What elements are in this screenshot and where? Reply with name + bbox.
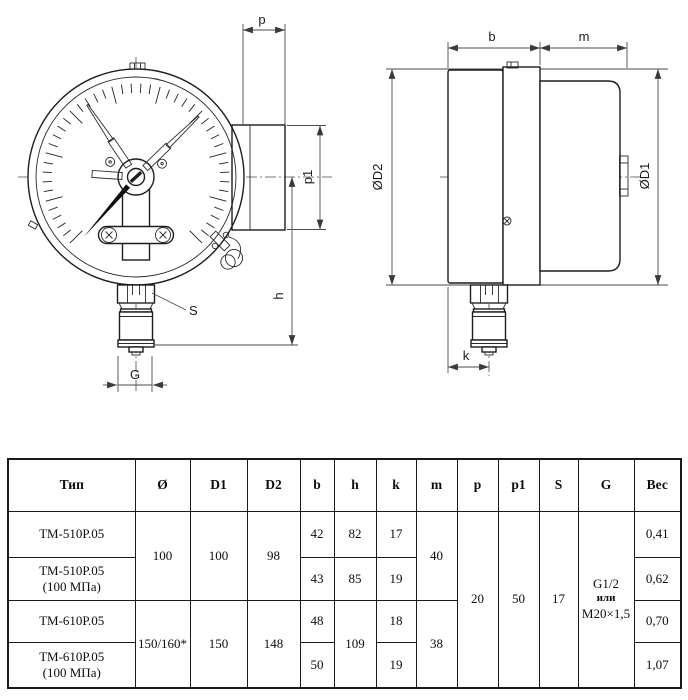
cell-k: 17: [376, 511, 416, 557]
rear-knob: [620, 156, 629, 196]
col-header-s: S: [539, 459, 578, 511]
cell-d1: 150: [190, 600, 247, 688]
cell-d2: 98: [247, 511, 300, 600]
side-view-drawing: [370, 29, 668, 376]
dim-label-h: h: [271, 292, 286, 300]
cell-d1: 100: [190, 511, 247, 600]
cell-diameter: 100: [135, 511, 190, 600]
dim-label-b: b: [488, 29, 496, 44]
cell-diameter: 150/160*: [135, 600, 190, 688]
top-screw: [130, 63, 145, 69]
rear-case: [540, 81, 620, 271]
front-view-drawing: [18, 12, 332, 392]
case-ring: [503, 67, 540, 285]
cell-type: ТМ-610Р.05: [8, 600, 135, 642]
dim-label-g: G: [129, 367, 141, 382]
col-header-d1: D1: [190, 459, 247, 511]
dim-label-d2: ØD2: [370, 163, 385, 191]
cell-b: 50: [300, 642, 334, 688]
cell-g: G1/2 или M20×1,5: [578, 511, 634, 688]
cell-k: 19: [376, 557, 416, 600]
spec-table: [7, 458, 682, 689]
dim-label-d1: ØD1: [637, 162, 652, 190]
col-header-b: b: [300, 459, 334, 511]
table-row: [8, 511, 681, 557]
cell-h: 85: [334, 557, 376, 600]
table-header-row: [8, 459, 681, 511]
bezel-flange: [448, 70, 503, 283]
dimension-g: [103, 356, 167, 392]
dim-label-k: k: [462, 348, 470, 363]
dimension-p1: [287, 126, 326, 230]
dimension-d2: [370, 69, 392, 285]
col-header-diameter: Ø: [135, 459, 190, 511]
col-header-weight: Вес: [634, 459, 681, 511]
cell-weight: 0,70: [634, 600, 681, 642]
dimension-b: [448, 29, 540, 68]
col-header-g: G: [578, 459, 634, 511]
cell-p1: 50: [498, 511, 539, 688]
col-header-k: k: [376, 459, 416, 511]
col-header-m: m: [416, 459, 457, 511]
dim-label-m: m: [578, 29, 590, 44]
col-header-type: Тип: [8, 459, 135, 511]
dimension-m: [540, 29, 627, 68]
col-header-p: p: [457, 459, 498, 511]
col-header-h: h: [334, 459, 376, 511]
left-rim-screw: [28, 221, 37, 229]
cell-d2: 148: [247, 600, 300, 688]
cell-k: 19: [376, 642, 416, 688]
dim-label-s: S: [189, 303, 198, 318]
cell-s: 17: [539, 511, 578, 688]
col-header-d2: D2: [247, 459, 300, 511]
cell-m: 40: [416, 511, 457, 600]
dimension-d1: [637, 69, 658, 285]
dimension-s: [152, 293, 198, 318]
cell-h: 109: [334, 600, 376, 688]
cell-p: 20: [457, 511, 498, 688]
dim-label-p1: p1: [300, 169, 315, 185]
cell-type: ТМ-510Р.05 (100 МПа): [8, 557, 135, 600]
cell-weight: 0,62: [634, 557, 681, 600]
side-connection-stem: [471, 285, 508, 355]
cell-type: ТМ-510Р.05: [8, 511, 135, 557]
mount-plate: [99, 227, 174, 244]
dimension-p: [243, 12, 285, 124]
front-connection-stem: [118, 285, 155, 355]
cell-h: 82: [334, 511, 376, 557]
dim-label-p: p: [258, 12, 266, 27]
cell-weight: 0,41: [634, 511, 681, 557]
cell-b: 48: [300, 600, 334, 642]
cell-weight: 1,07: [634, 642, 681, 688]
cell-b: 43: [300, 557, 334, 600]
cell-type: ТМ-610Р.05 (100 МПа): [8, 642, 135, 688]
cell-m: 38: [416, 600, 457, 688]
cell-b: 42: [300, 511, 334, 557]
cell-k: 18: [376, 600, 416, 642]
col-header-p1: p1: [498, 459, 539, 511]
